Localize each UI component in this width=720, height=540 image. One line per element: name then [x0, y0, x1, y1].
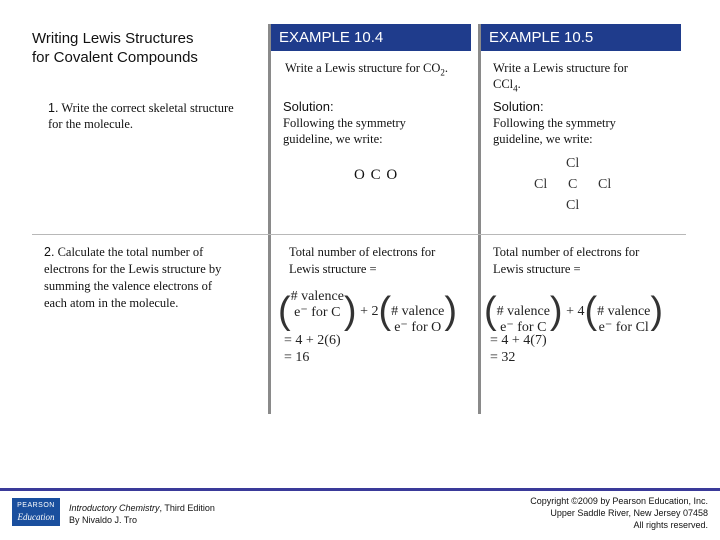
example-10-4-prompt-end: .: [444, 61, 448, 75]
pearson-logo-top: PEARSON: [17, 502, 55, 509]
step-2-text-line3: summing the valence electrons of: [44, 279, 212, 293]
copyright-line1: Copyright ©2009 by Pearson Education, Inc.: [530, 496, 708, 506]
ccl4-result-row1: = 4 + 4(7): [490, 333, 547, 348]
slide-title: [32, 29, 198, 67]
example-10-4-prompt-text: Write a Lewis structure for CO: [285, 61, 441, 75]
ccl4-plus: +: [566, 304, 574, 319]
example-10-5-prompt-line2: CCl: [493, 77, 514, 91]
example-10-4-prompt-sub: 2: [440, 67, 445, 78]
step-2: [44, 244, 264, 312]
ccl4-valence-cl: valence: [607, 303, 651, 319]
example-10-5-header: EXAMPLE 10.5: [481, 24, 681, 51]
ccl4-center-c: C: [568, 177, 578, 192]
example-10-4-total-line1: Total number of electrons for: [289, 245, 436, 259]
step-2-text-line1: Calculate the total number of: [57, 245, 204, 259]
book-author: By Nivaldo J. Tro: [69, 515, 138, 525]
co2-coef: 2: [371, 304, 379, 319]
ccl4-hash-cl: #: [597, 303, 605, 319]
ccl4-for-cl: for Cl: [615, 319, 649, 335]
slide-title-line1: Writing Lewis Structures: [32, 30, 194, 47]
column-divider-left: [268, 24, 271, 414]
ccl4-hash-c: #: [496, 303, 504, 319]
book-edition: , Third Edition: [159, 503, 215, 513]
step-2-number: 2.: [44, 245, 55, 259]
step-1-number: 1.: [48, 101, 59, 115]
co2-for-o: for O: [411, 319, 442, 335]
step-2-text-line2: electrons for the Lewis structure by: [44, 262, 222, 276]
ccl4-right-cl: Cl: [598, 177, 612, 192]
step-1-text-line2: for the molecule.: [48, 117, 134, 131]
ccl4-left-cl: Cl: [534, 177, 548, 192]
co2-result-row1: = 4 + 2(6): [284, 333, 341, 348]
example-10-5-total: [493, 244, 678, 278]
book-info: [69, 502, 215, 526]
co2-plus: +: [360, 304, 368, 319]
co2-valence-o: valence: [401, 303, 445, 319]
co2-for-c: for C: [311, 304, 341, 320]
example-10-5-solution-line1: Following the symmetry: [493, 116, 616, 130]
copyright: [530, 495, 708, 531]
example-10-4-prompt: [285, 60, 470, 81]
co2-hash-c: #: [290, 288, 298, 304]
example-10-5-prompt-sub: 4: [513, 83, 518, 94]
ccl4-bottom-cl: Cl: [566, 198, 580, 213]
example-10-4-solution: [283, 99, 468, 147]
column-divider-right: [478, 24, 481, 414]
pearson-logo-bottom: Education: [17, 512, 55, 522]
ccl4-electrons-c: e⁻: [500, 319, 514, 335]
co2-hash-o: #: [391, 303, 399, 319]
example-10-5-prompt-line1: Write a Lewis structure for: [493, 61, 628, 75]
ccl4-electron-formula: (# valence e⁻ for C) + 4(# valence e⁻ for Cl) = 4 + 4(7) = 32: [484, 290, 664, 365]
copyright-line3: All rights reserved.: [633, 520, 708, 530]
pearson-logo: [12, 498, 60, 526]
book-title: Introductory Chemistry: [69, 503, 160, 513]
example-10-5-solution: [493, 99, 678, 147]
example-10-5-prompt-end: .: [517, 77, 521, 91]
co2-result-row2: = 16: [284, 350, 310, 365]
ccl4-coef: 4: [577, 304, 585, 319]
co2-valence-c: valence: [301, 288, 344, 304]
example-10-4-solution-line2: guideline, we write:: [283, 132, 383, 146]
footer-rule: [0, 488, 720, 491]
co2-skeleton: O C O: [354, 167, 399, 183]
step-1-text-line1: Write the correct skeletal structure: [61, 101, 234, 115]
step-2-text-line4: each atom in the molecule.: [44, 296, 179, 310]
example-10-5-prompt: [493, 60, 678, 97]
example-10-4-solution-label: Solution:: [283, 99, 334, 114]
example-10-4-header: EXAMPLE 10.4: [271, 24, 471, 51]
step-1: [48, 100, 263, 132]
row-divider: [32, 234, 686, 235]
ccl4-result-row2: = 32: [490, 350, 516, 365]
copyright-line2: Upper Saddle River, New Jersey 07458: [550, 508, 708, 518]
example-10-5-solution-line2: guideline, we write:: [493, 132, 593, 146]
ccl4-valence-c: valence: [507, 303, 550, 319]
example-10-5-total-line1: Total number of electrons for: [493, 245, 640, 259]
example-10-5-solution-label: Solution:: [493, 99, 544, 114]
example-10-5-total-line2: Lewis structure =: [493, 262, 581, 276]
example-10-4-total: [289, 244, 474, 278]
example-10-4-solution-line1: Following the symmetry: [283, 116, 406, 130]
ccl4-for-c: for C: [517, 319, 547, 335]
slide-title-line2: for Covalent Compounds: [32, 49, 198, 66]
co2-electrons-o: e⁻: [394, 319, 408, 335]
ccl4-electrons-cl: e⁻: [598, 319, 613, 335]
example-10-4-total-line2: Lewis structure =: [289, 262, 377, 276]
co2-electron-formula: (# valence e⁻ for C) + 2(# valence e⁻ for O) = 4 + 2(6) = 16: [278, 288, 458, 365]
co2-electrons-c: e⁻: [294, 304, 308, 320]
ccl4-skeleton: [530, 156, 620, 216]
ccl4-top-cl: Cl: [566, 156, 580, 171]
